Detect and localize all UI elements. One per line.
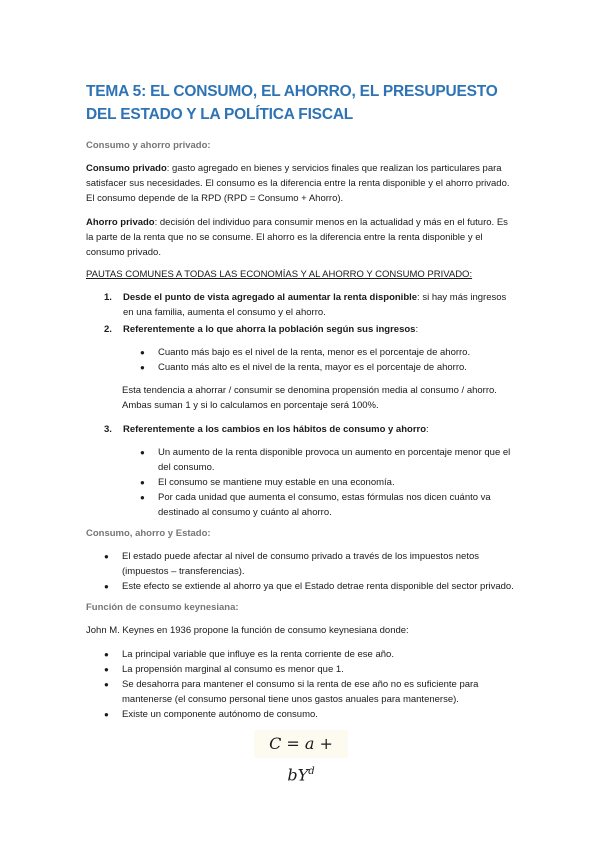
consumo-estado-bullets (86, 549, 516, 594)
keynes-intro: John M. Keynes en 1936 propone la función de consumo keynesiana donde: (86, 625, 409, 636)
document-page (86, 80, 516, 730)
pautas-item-3-number: 3. (104, 424, 112, 435)
bullet-icon: ● (104, 582, 109, 591)
list-item: ● Este efecto se extiende al ahorro ya que el Estado detrae renta disponible del sector privado. (104, 581, 514, 592)
pautas-list (86, 290, 516, 337)
list-item: ● Cuanto más alto es el nivel de la renta, mayor es el porcentaje de ahorro. (140, 362, 467, 373)
section-heading-keynesiana: Función de consumo keynesiana: (86, 602, 239, 613)
pautas-item-2-bullets (86, 345, 516, 375)
pautas-item-1-number: 1. (104, 292, 112, 303)
bullet-icon: ● (104, 680, 109, 689)
pautas-item-2-text: : (415, 324, 419, 335)
section-heading-consumo-estado: Consumo, ahorro y Estado: (86, 528, 211, 539)
list-item: ● Cuanto más bajo es el nivel de la renta, menor es el porcentaje de ahorro. (140, 347, 471, 358)
ahorro-privado-paragraph (86, 215, 516, 260)
pautas-item-2-number: 2. (104, 324, 112, 335)
list-item: ● El consumo se mantiene muy estable en una economía. (140, 477, 395, 488)
pautas-heading: PAUTAS COMUNES A TODAS LAS ECONOMÍAS Y AL AHORRO Y CONSUMO PRIVADO: (86, 269, 473, 280)
pautas-item-1-bold: Desde el punto de vista agregado al aumentar la renta disponible (123, 292, 418, 303)
list-item: ● Existe un componente autónomo de consumo. (104, 709, 318, 720)
pautas-item-1-text: : si hay más ingresos en una familia, aumenta el consumo y el ahorro. (123, 292, 507, 318)
pautas-list-continued (86, 422, 516, 437)
list-item: ● La propensión marginal al consumo es menor que 1. (104, 664, 344, 675)
bullet-icon: ● (140, 448, 145, 457)
pautas-item-3-text: : (426, 424, 429, 435)
list-item: ● La principal variable que influye es la renta corriente de ese año. (104, 649, 394, 660)
pautas-item-1 (86, 290, 516, 320)
bullet-icon: ● (140, 363, 145, 372)
consumo-privado-paragraph (86, 161, 516, 206)
ahorro-privado-definition: : decisión del individuo para consumir menos en la actualidad y más en el futuro. Es la parte de la renta que no se consume. El ahorro es la diferencia entre la renta disponible y el consumo privado. (86, 217, 508, 258)
pautas-item-3-bold: Referentemente a los cambios en los hábitos de consumo y ahorro (123, 424, 427, 435)
document-title: TEMA 5: EL CONSUMO, EL AHORRO, EL PRESUPUESTO DEL ESTADO Y LA POLÍTICA FISCAL (86, 83, 498, 123)
list-item: ● Se desahorra para mantener el consumo si la renta de ese año no es suficiente para mantenerse (el consumo personal tiene unos gastos anuales para mantenerse). (104, 679, 479, 705)
list-item: ● El estado puede afectar al nivel de consumo privado a través de los impuestos netos (impuestos – transferencias). (104, 551, 479, 577)
bullet-icon: ● (104, 710, 109, 719)
bullet-icon: ● (140, 493, 145, 502)
list-item: ● Un aumento de la renta disponible provoca un aumento en porcentaje menor que el del consumo. (140, 447, 511, 473)
bullet-icon: ● (104, 650, 109, 659)
list-item: ● Por cada unidad que aumenta el consumo, estas fórmulas nos dicen cuánto va destinado al consumo y cuánto al ahorro. (140, 492, 491, 518)
formula-main: C = a + bY (269, 734, 333, 785)
pautas-item-2 (86, 322, 516, 337)
pautas-item-3 (86, 422, 516, 437)
keynesian-consumption-formula (254, 730, 348, 785)
bullet-icon: ● (104, 552, 109, 561)
pautas-item-2-note: Esta tendencia a ahorrar / consumir se denomina propensión media al consumo / ahorro. Ambas suman 1 y si lo calculamos en porcentaje será 100%. (122, 385, 497, 411)
consumo-privado-term: Consumo privado (86, 163, 167, 174)
pautas-item-2-bold: Referentemente a lo que ahorra la población según sus ingresos (123, 324, 416, 335)
bullet-icon: ● (140, 348, 145, 357)
bullet-icon: ● (104, 665, 109, 674)
formula-superscript: d (308, 766, 315, 777)
section-heading-consumo-ahorro: Consumo y ahorro privado: (86, 140, 211, 151)
ahorro-privado-term: Ahorro privado (86, 217, 155, 228)
consumo-privado-definition: : gasto agregado en bienes y servicios finales que realizan los particulares para satisfacer sus necesidades. El consumo es la diferencia entre la renta disponible y el ahorro privado. El consumo depende de la RPD (RPD = Consumo + Ahorro). (86, 163, 510, 204)
pautas-item-3-bullets (86, 445, 516, 520)
bullet-icon: ● (140, 478, 145, 487)
keynes-bullets (86, 647, 516, 722)
